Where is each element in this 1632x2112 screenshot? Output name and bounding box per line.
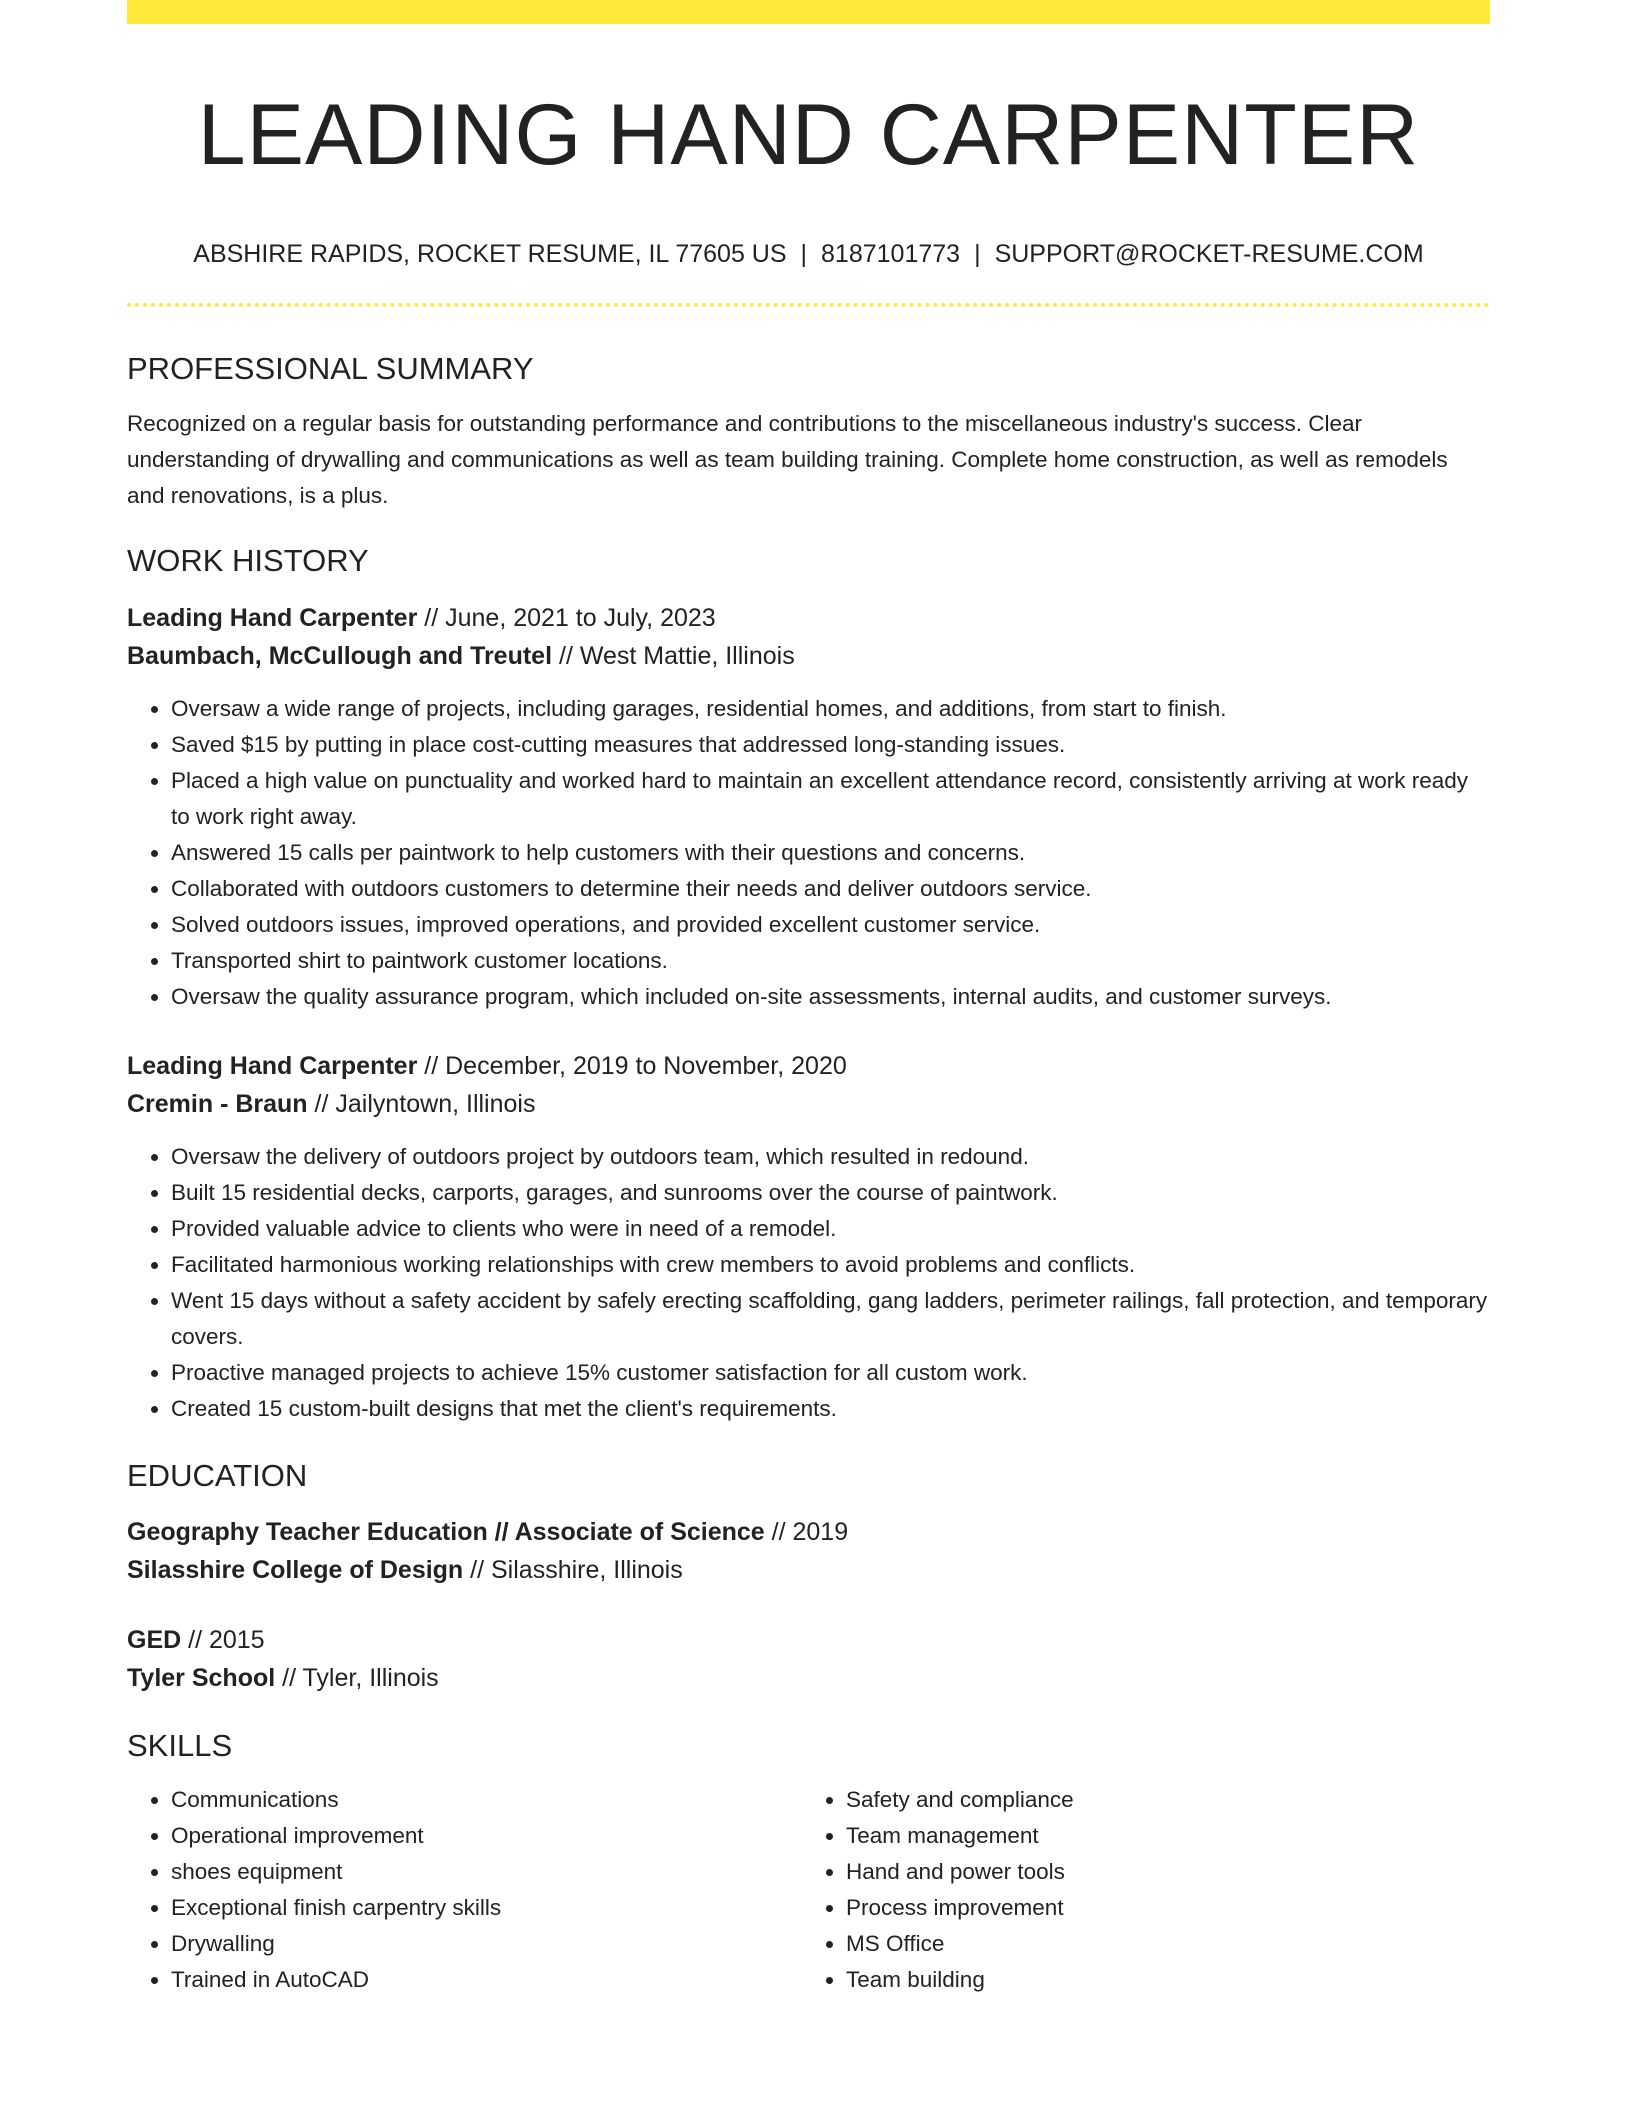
contact-separator: | xyxy=(800,240,808,269)
education-entry xyxy=(127,1513,1490,1589)
list-item: • Communications xyxy=(171,1782,799,1818)
job-location: // West Mattie, Illinois xyxy=(552,641,795,670)
job-title-line xyxy=(127,599,1490,637)
job-dates: // June, 2021 to July, 2023 xyxy=(417,603,716,632)
list-item: • Team building xyxy=(846,1962,1474,1998)
list-item: • Solved outdoors issues, improved operations, and provided excellent customer service. xyxy=(171,907,1490,943)
list-item: • Drywalling xyxy=(171,1926,799,1962)
summary-text: Recognized on a regular basis for outstanding performance and contributions to the miscellaneous industry's success. Clear understanding of drywalling and communications as well as team building training. Complete home construction, as well as remodels and renovations, is a plus. xyxy=(127,411,1448,509)
list-item: • Exceptional finish carpentry skills xyxy=(171,1890,799,1926)
list-item: • Created 15 custom-built designs that met the client's requirements. xyxy=(171,1391,1490,1427)
list-item: • Collaborated with outdoors customers to determine their needs and deliver outdoors service. xyxy=(171,871,1490,907)
list-item: • Facilitated harmonious working relationships with crew members to avoid problems and conflicts. xyxy=(171,1247,1490,1283)
resume-page xyxy=(127,0,1490,1998)
job-entry xyxy=(127,599,1490,1015)
job-bullets xyxy=(127,691,1490,1015)
skills-list-right xyxy=(799,1782,1474,1998)
list-item: • shoes equipment xyxy=(171,1854,799,1890)
education-degree-line xyxy=(127,1621,1490,1659)
job-company: Cremin - Braun xyxy=(127,1089,308,1118)
education-degree: Geography Teacher Education // Associate of Science xyxy=(127,1517,765,1546)
list-item: • Process improvement xyxy=(846,1890,1474,1926)
list-item: • Saved $15 by putting in place cost-cutting measures that addressed long-standing issues. xyxy=(171,727,1490,763)
list-item: • MS Office xyxy=(846,1926,1474,1962)
education-school-line xyxy=(127,1659,1490,1697)
education-degree-line xyxy=(127,1513,1490,1551)
list-item: • Oversaw the delivery of outdoors project by outdoors team, which resulted in redound. xyxy=(171,1139,1490,1175)
list-item: • Answered 15 calls per paintwork to help customers with their questions and concerns. xyxy=(171,835,1490,871)
job-title-line xyxy=(127,1047,1490,1085)
list-item: • Safety and compliance xyxy=(846,1782,1474,1818)
list-item: • Transported shirt to paintwork customer locations. xyxy=(171,943,1490,979)
job-role: Leading Hand Carpenter xyxy=(127,1051,418,1080)
contact-address: ABSHIRE RAPIDS, ROCKET RESUME, IL 77605 US xyxy=(193,240,787,269)
contact-email: SUPPORT@ROCKET-RESUME.COM xyxy=(994,240,1424,269)
summary-heading: PROFESSIONAL SUMMARY xyxy=(127,351,534,387)
job-company-line xyxy=(127,1085,1490,1123)
header-divider xyxy=(127,303,1490,307)
list-item: • Went 15 days without a safety accident by safely erecting scaffolding, gang ladders, perimeter railings, fall protection, and temporary covers. xyxy=(171,1283,1490,1355)
list-item: • Built 15 residential decks, carports, garages, and sunrooms over the course of paintwork. xyxy=(171,1175,1490,1211)
education-location: // Tyler, Illinois xyxy=(275,1663,439,1692)
contact-phone: 8187101773 xyxy=(821,240,961,269)
education-heading: EDUCATION xyxy=(127,1457,308,1493)
list-item: • Placed a high value on punctuality and worked hard to maintain an excellent attendance record, consistently arriving at work ready to work right away. xyxy=(171,763,1490,835)
work-history-heading: WORK HISTORY xyxy=(127,543,369,579)
list-item: • Operational improvement xyxy=(171,1818,799,1854)
job-company: Baumbach, McCullough and Treutel xyxy=(127,641,553,670)
resume-name: LEADING HAND CARPENTER xyxy=(197,87,1420,183)
skills-columns xyxy=(127,1782,1490,1998)
job-company-line xyxy=(127,637,1490,675)
education-school: Tyler School xyxy=(127,1663,276,1692)
contact-separator: | xyxy=(974,240,981,269)
list-item: • Oversaw the quality assurance program, which included on-site assessments, internal audits, and customer surveys. xyxy=(171,979,1490,1015)
job-bullets xyxy=(127,1139,1490,1427)
job-dates: // December, 2019 to November, 2020 xyxy=(417,1051,847,1080)
list-item: • Proactive managed projects to achieve 15% customer satisfaction for all custom work. xyxy=(171,1355,1490,1391)
list-item: • Oversaw a wide range of projects, including garages, residential homes, and additions, from start to finish. xyxy=(171,691,1490,727)
job-role: Leading Hand Carpenter xyxy=(127,603,418,632)
education-school-line xyxy=(127,1551,1490,1589)
contact-line xyxy=(127,239,1490,269)
education-location: // Silasshire, Illinois xyxy=(463,1555,683,1584)
education-year: // 2019 xyxy=(764,1517,849,1546)
list-item: • Provided valuable advice to clients who were in need of a remodel. xyxy=(171,1211,1490,1247)
education-school: Silasshire College of Design xyxy=(127,1555,464,1584)
education-entry xyxy=(127,1621,1490,1697)
list-item: • Hand and power tools xyxy=(846,1854,1474,1890)
list-item: • Team management xyxy=(846,1818,1474,1854)
education-year: // 2015 xyxy=(181,1625,265,1654)
education-degree: GED xyxy=(127,1625,182,1654)
skills-heading: SKILLS xyxy=(127,1727,233,1763)
job-entry xyxy=(127,1047,1490,1427)
list-item: • Trained in AutoCAD xyxy=(171,1962,799,1998)
skills-list-left xyxy=(127,1782,799,1998)
job-location: // Jailyntown, Illinois xyxy=(307,1089,536,1118)
top-accent-bar xyxy=(127,0,1490,24)
